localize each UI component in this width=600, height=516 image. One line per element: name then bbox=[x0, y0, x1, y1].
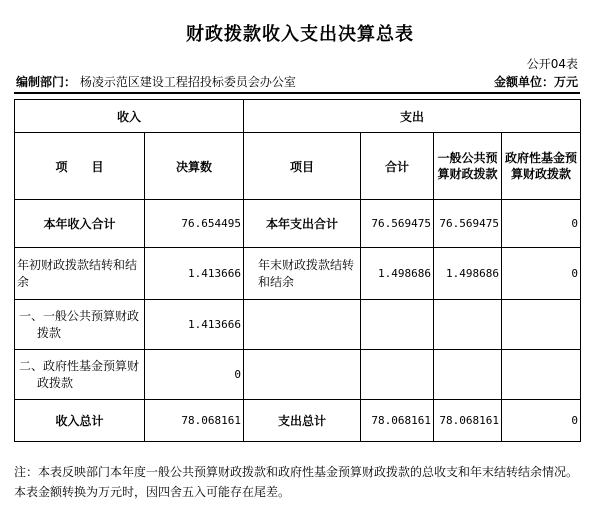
row-expense-item: 支出总计 bbox=[244, 400, 361, 442]
gov-fund-header: 政府性基金预算财政拨款 bbox=[502, 133, 581, 200]
report-title: 财政拨款收入支出决算总表 bbox=[186, 24, 414, 45]
org-info bbox=[16, 73, 296, 90]
row-expense-item bbox=[244, 350, 361, 400]
row-expense-total: 78.068161 bbox=[361, 400, 434, 442]
budget-table bbox=[14, 99, 581, 442]
expense-item-header: 项目 bbox=[244, 133, 361, 200]
table-row bbox=[15, 200, 581, 248]
row-expense-total: 76.569475 bbox=[361, 200, 434, 248]
table-row bbox=[15, 248, 581, 300]
row-expense-general: 76.569475 bbox=[434, 200, 502, 248]
income-final-header: 决算数 bbox=[145, 133, 244, 200]
column-header-row bbox=[15, 133, 581, 200]
row-expense-general: 1.498686 bbox=[434, 248, 502, 300]
expense-total-header: 合计 bbox=[361, 133, 434, 200]
row-income-value: 0 bbox=[145, 350, 244, 400]
header-rule bbox=[14, 92, 580, 94]
row-expense-general bbox=[434, 300, 502, 350]
expense-section-header: 支出 bbox=[244, 100, 581, 133]
row-income-item: 收入总计 bbox=[15, 400, 145, 442]
unit-label: 金额单位：万元 bbox=[493, 75, 578, 89]
row-expense-item: 年末财政拨款结转和结余 bbox=[244, 248, 361, 300]
row-expense-general bbox=[434, 350, 502, 400]
row-expense-item bbox=[244, 300, 361, 350]
income-item-header: 项 目 bbox=[15, 133, 145, 200]
form-number: 公开04表 bbox=[526, 57, 578, 71]
row-expense-item: 本年支出合计 bbox=[244, 200, 361, 248]
row-expense-total bbox=[361, 300, 434, 350]
org-label: 编制部门： bbox=[16, 75, 77, 89]
row-expense-fund: 0 bbox=[502, 248, 581, 300]
row-income-value: 1.413666 bbox=[145, 300, 244, 350]
row-expense-fund: 0 bbox=[502, 200, 581, 248]
row-expense-total: 1.498686 bbox=[361, 248, 434, 300]
income-section-header: 收入 bbox=[15, 100, 244, 133]
row-income-value: 78.068161 bbox=[145, 400, 244, 442]
row-expense-fund bbox=[502, 300, 581, 350]
section-header-row bbox=[15, 100, 581, 133]
row-income-item: 年初财政拨款结转和结余 bbox=[15, 248, 145, 300]
org-name: 杨凌示范区建设工程招投标委员会办公室 bbox=[79, 75, 296, 89]
row-income-value: 76.654495 bbox=[145, 200, 244, 248]
table-row bbox=[15, 400, 581, 442]
row-income-item: 一、一般公共预算财政拨款 bbox=[15, 300, 145, 350]
row-income-item: 二、政府性基金预算财政拨款 bbox=[15, 350, 145, 400]
general-budget-header: 一般公共预算财政拨款 bbox=[434, 133, 502, 200]
row-expense-total bbox=[361, 350, 434, 400]
table-row bbox=[15, 350, 581, 400]
row-expense-fund: 0 bbox=[502, 400, 581, 442]
row-expense-fund bbox=[502, 350, 581, 400]
table-row bbox=[15, 300, 581, 350]
footnote: 注：本表反映部门本年度一般公共预算财政拨款和政府性基金预算财政拨款的总收支和年末结转结余情况。本表金额转换为万元时，因四舍五入可能存在尾差。 bbox=[14, 465, 579, 499]
row-income-item: 本年收入合计 bbox=[15, 200, 145, 248]
row-expense-general: 78.068161 bbox=[434, 400, 502, 442]
row-income-value: 1.413666 bbox=[145, 248, 244, 300]
